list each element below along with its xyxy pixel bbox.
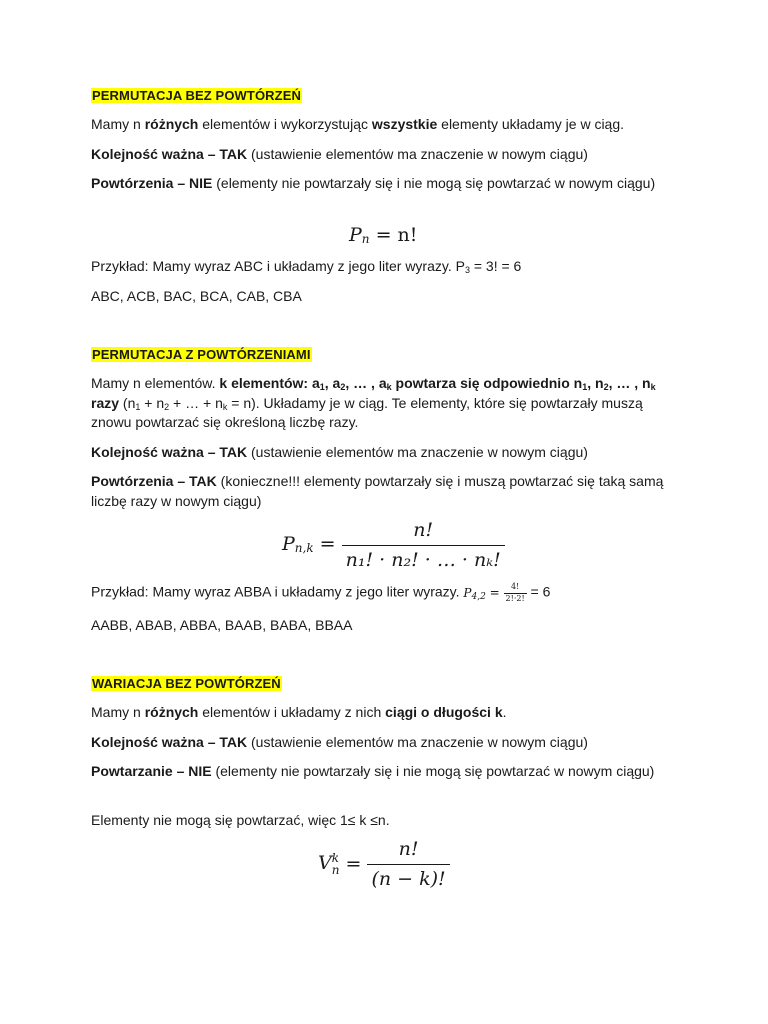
fraction: $\frac{n!}{(n - k)!}$ (367, 838, 449, 890)
paragraph-repetition: Powtórzenia – TAK (konieczne!!! elementy powtarzały się i muszą powtarzać się taką samą liczbę razy w nowym ciągu) (91, 473, 664, 509)
heading-highlight: PERMUTACJA Z POWTÓRZENIAMI (92, 347, 311, 362)
section-heading-permutation-with-repetition (91, 345, 681, 365)
fraction: $\frac{n!}{\text{n₁! · n₂! · … · nₖ!}}$ (342, 519, 505, 571)
paragraph-repetition: Powtórzenia – NIE (elementy nie powtarzały się i nie mogą się powtarzać w nowym ciągu) (91, 175, 656, 191)
paragraph-constraint: Elementy nie mogą się powtarzać, więc 1≤ k ≤n. (91, 812, 390, 828)
paragraph-example: Przykład: Mamy wyraz ABBA i układamy z jego liter wyrazy. $P_{4,2}$ = $\frac{4!}{2!\cdot 2!}$ = 6 (91, 582, 551, 603)
heading-highlight: WARIACJA BEZ POWTÓRZEŃ (92, 676, 281, 691)
paragraph-order: Kolejność ważna – TAK (ustawienie elementów ma znaczenie w nowym ciągu) (91, 146, 588, 162)
example-list: ABC, ACB, BAC, BCA, CAB, CBA (91, 288, 302, 304)
section-heading-permutation-no-repetition (91, 86, 681, 106)
paragraph-definition: Mamy n elementów. k elementów: $a_1$, $a_2$, … , $a_k$ powtarza się odpowiednio $n_1$, $n_2$, … , $n_k$ razy ($n_1 + n_2$ + … + $n_k = n$). Układamy je w ciąg. Te elementy, które się powtarzały muszą znowu powtarzać się określoną liczbę razy. (91, 375, 656, 430)
formula-permutation: $P_n = n$! (349, 224, 418, 246)
section-heading-variation-no-repetition (91, 674, 681, 694)
paragraph-definition: Mamy n różnych elementów i układamy z nich ciągi o długości k. (91, 704, 507, 720)
small-fraction: $\frac{4!}{2!\cdot 2!}$ (505, 582, 525, 603)
paragraph-definition: Mamy n różnych elementów i wykorzystując wszystkie elementy układamy je w ciąg. (91, 116, 625, 132)
paragraph-repetition: Powtarzanie – NIE (elementy nie powtarzały się i nie mogą się powtarzać w nowym ciągu) (91, 763, 655, 779)
paragraph-order: Kolejność ważna – TAK (ustawienie elementów ma znaczenie w nowym ciągu) (91, 444, 588, 460)
formula-permutation-repetition: $P_{n,k}$ = $\frac{n!}{\text{n₁! · n₂! · … · nₖ!}}$ (282, 519, 505, 571)
heading-highlight: PERMUTACJA BEZ POWTÓRZEŃ (92, 88, 301, 103)
example-list: AABB, ABAB, ABBA, BAAB, BABA, BBAA (91, 617, 353, 633)
paragraph-order: Kolejność ważna – TAK (ustawienie elementów ma znaczenie w nowym ciągu) (91, 734, 588, 750)
formula-variation: V k n = $\frac{n!}{(n - k)!}$ (318, 838, 450, 890)
paragraph-example: Przykład: Mamy wyraz ABC i układamy z jego liter wyrazy. $P_3 = 3$! = 6 (91, 258, 522, 275)
